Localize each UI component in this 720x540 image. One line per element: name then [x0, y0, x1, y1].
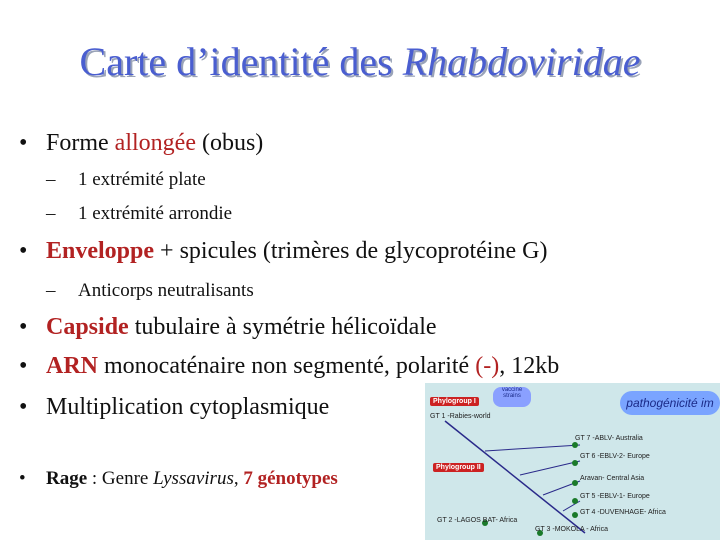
- phylogroup-2-tag: Phylogroup II: [433, 463, 484, 472]
- tree-node-gt6: [572, 460, 578, 466]
- tree-branch-gt7: [485, 445, 580, 451]
- gt6-label: GT 6 -EBLV-2- Europe: [580, 453, 650, 460]
- bullet-dot: •: [19, 353, 28, 379]
- gt7-label: GT 7 -ABLV- Australia: [575, 435, 643, 442]
- highlight-polarite: (-): [475, 353, 500, 379]
- rage-label: Rage: [46, 468, 88, 489]
- aravan-label: Aravan- Central Asia: [580, 475, 645, 482]
- slide-title: [0, 38, 720, 85]
- bullet-dot: •: [19, 394, 28, 420]
- bullet-capside: • Capside tubulaire à symétrie hélicoïdale: [19, 314, 437, 340]
- highlight-allongee: allongée: [114, 130, 196, 156]
- sub-bullet-plate: – 1 extrémité plate: [46, 169, 206, 190]
- bullet-multiplication: • Multiplication cytoplasmique: [19, 394, 330, 420]
- title-main: Carte d’identité des: [79, 39, 403, 84]
- gt4-label: GT 4 -DUVENHAGE- Africa: [580, 509, 666, 516]
- title-italic: Rhabdoviridae: [402, 39, 641, 84]
- phylogeny-figure: [425, 383, 720, 540]
- tree-node-gt7: [572, 442, 578, 448]
- tree-node-aravan: [572, 480, 578, 486]
- bullet-arn: • ARN monocaténaire non segmenté, polarité (-), 12kb: [19, 353, 560, 379]
- bullet-dot: •: [19, 314, 28, 340]
- bullet-rage: • Rage : Genre Lyssavirus, 7 génotypes: [19, 468, 338, 489]
- bullet-dot: •: [19, 468, 26, 489]
- bullet-dot: •: [19, 238, 28, 264]
- highlight-capside: Capside: [46, 314, 129, 340]
- bullet-dot: •: [19, 130, 28, 156]
- tree-branch-gt6: [520, 461, 580, 475]
- sub-bullet-arrondie: – 1 extrémité arrondie: [46, 203, 233, 224]
- phylogroup-1-tag: Phylogroup I: [430, 397, 479, 406]
- sub-bullet-anticorps: – Anticorps neutralisants: [46, 280, 254, 301]
- gt5-label: GT 5 -EBLV-1- Europe: [580, 493, 650, 500]
- highlight-genotypes: 7 génotypes: [243, 468, 338, 489]
- bullet-enveloppe: • Enveloppe + spicules (trimères de glycoprotéine G): [19, 238, 548, 264]
- tree-node-gt4: [572, 512, 578, 518]
- bullet-forme: • Forme allongée (obus): [19, 130, 264, 156]
- vaccine-strains-label: vaccine strains: [493, 387, 531, 407]
- genus-name: Lyssavirus: [153, 468, 234, 489]
- highlight-arn: ARN: [46, 353, 98, 379]
- highlight-enveloppe: Enveloppe: [46, 238, 155, 264]
- gt3-label: GT 3 -MOKOLA - Africa: [535, 526, 609, 533]
- gt1-label: GT 1 -Rabies-world: [430, 413, 491, 420]
- tree-node-gt5: [572, 498, 578, 504]
- gt2-label: GT 2 -LAGOS BAT- Africa: [437, 517, 518, 524]
- pathogenicite-label: pathogénicité im: [620, 391, 720, 415]
